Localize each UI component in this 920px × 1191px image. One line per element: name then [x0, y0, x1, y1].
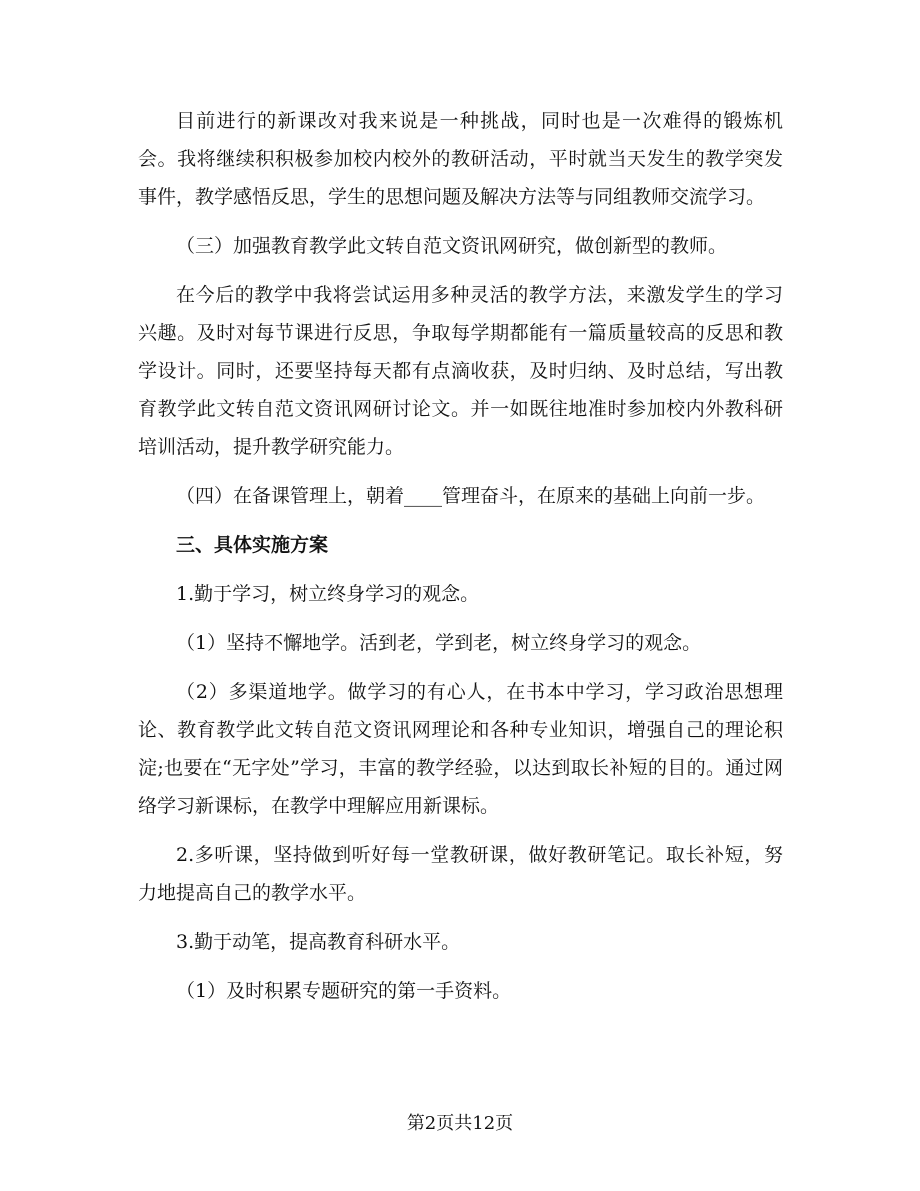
paragraph-item-1-1: （1）坚持不懈地学。活到老，学到老，树立终身学习的观念。: [176, 632, 702, 654]
paragraph-item-3-1: （1）及时积累专题研究的第一手资料。: [176, 980, 512, 1002]
page-number-footer: 第2页共12页: [406, 1113, 514, 1134]
paragraph-teaching-methods: 在今后的教学中我将尝试运用多种灵活的教学方法，来激发学生的学习兴趣。及时对每节课进行反思，争取每学期都能有一篇质量较高的反思和教学设计。同时，还要坚持每天都有点滴收获，及时归纳、及时总结，写出教育教学此文转自范文资讯网研讨论文。并一如既往地准时参加校内外教科研培训活动，提升教学研究能力。: [138, 284, 783, 458]
paragraph-item-1: 1.勤于学习，树立终身学习的观念。: [176, 583, 480, 605]
paragraph-item-2: 2.多听课，坚持做到听好每一堂教研课，做好教研笔记。取长补短，努力地提高自己的教学水平。: [138, 844, 783, 904]
section-heading-implementation: 三、具体实施方案: [176, 534, 329, 556]
paragraph-item-1-2: （2）多渠道地学。做学习的有心人，在书本中学习，学习政治思想理论、教育教学此文转自范文资讯网理论和各种专业知识，增强自己的理论积淀;也要在“无字处”学习，丰富的教学经验，以达到取长补短的目的。通过网络学习新课标，在教学中理解应用新课标。: [138, 681, 783, 817]
paragraph-section-4: （四）在备课管理上，朝着____管理奋斗，在原来的基础上向前一步。: [176, 485, 766, 507]
paragraph-intro: 目前进行的新课改对我来说是一种挑战，同时也是一次难得的锻炼机会。我将继续积积极参加校内校外的教研活动，平时就当天发生的教学突发事件，教学感悟反思，学生的思想问题及解决方法等与同组教师交流学习。: [138, 110, 783, 208]
paragraph-section-3: （三）加强教育教学此文转自范文资讯网研究，做创新型的教师。: [176, 235, 728, 257]
document-body: [138, 102, 783, 1021]
paragraph-item-3: 3.勤于动笔，提高教育科研水平。: [176, 931, 461, 953]
